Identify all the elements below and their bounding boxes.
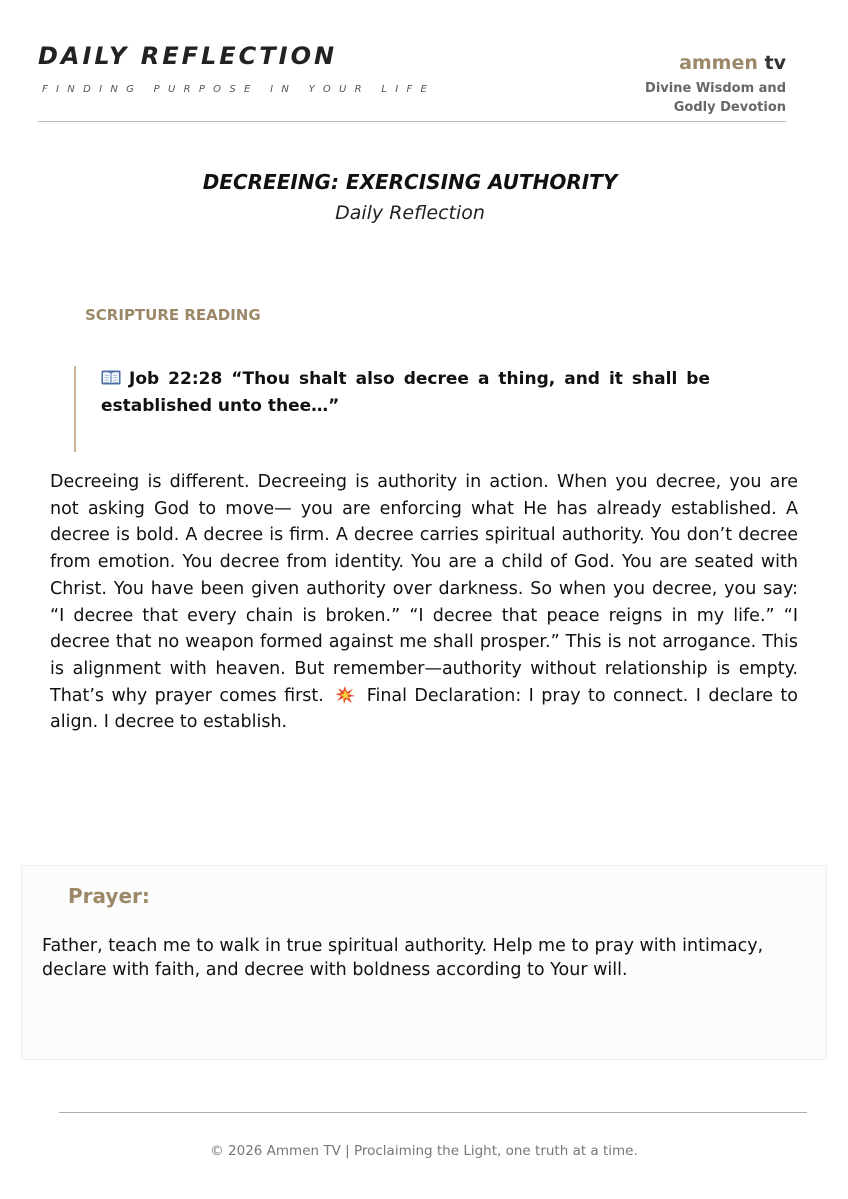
brand-name-part1: ammen — [679, 52, 758, 74]
header-divider — [38, 121, 786, 122]
brand-name-part2: tv — [764, 52, 786, 74]
scripture-paragraph — [101, 366, 710, 420]
final-declaration-text: Final Declaration: I pray to connect. I declare to align. I decree to establish. — [50, 685, 798, 733]
header-tagline: FINDING PURPOSE IN YOUR LIFE — [42, 84, 436, 95]
brand-logo — [679, 52, 786, 74]
prayer-text: Father, teach me to walk in true spiritual authority. Help me to pray with intimacy, declare with faith, and decree with boldness according to Your will. — [42, 936, 764, 980]
prayer-section — [21, 865, 827, 1060]
scripture-reading-label: SCRIPTURE READING — [85, 306, 261, 324]
header-title: DAILY REFLECTION — [38, 42, 338, 70]
collision-icon — [335, 686, 355, 704]
brand-subtitle-line1: Divine Wisdom and — [645, 81, 786, 96]
open-book-icon — [101, 370, 121, 385]
scripture-quote — [74, 366, 710, 452]
brand-subtitle-line2: Godly Devotion — [673, 100, 786, 115]
article-title: DECREEING: EXERCISING AUTHORITY — [202, 170, 618, 194]
scripture-text: Job 22:28 “Thou shalt also decree a thing, and it shall be established unto thee…” — [101, 369, 710, 416]
footer-text: © 2026 Ammen TV | Proclaiming the Light, one truth at a time. — [210, 1143, 638, 1159]
article-subtitle: Daily Reflection — [335, 202, 485, 224]
reflection-text: Decreeing is different. Decreeing is authority in action. When you decree, you are not asking God to move— you are enforcing what He has already established. A decree is bold. A decree is firm. A decree carries spiritual authority. You don’t decree from emotion. You decree from identity. You are a child of God. You are seated with Christ. You have been given authority over darkness. So when you decree, you say: “I decree that every chain is broken.” “I decree that peace reigns in my life.” “I decree that no weapon formed against me shall prosper.” This is not arrogance. This is alignment with heaven. But remember—authority without relationship is empty. That’s why prayer comes first. — [50, 472, 798, 706]
reflection-body — [50, 469, 798, 736]
footer-divider — [59, 1112, 807, 1113]
prayer-heading: Prayer: — [68, 884, 150, 908]
brand-subtitle — [586, 79, 786, 117]
